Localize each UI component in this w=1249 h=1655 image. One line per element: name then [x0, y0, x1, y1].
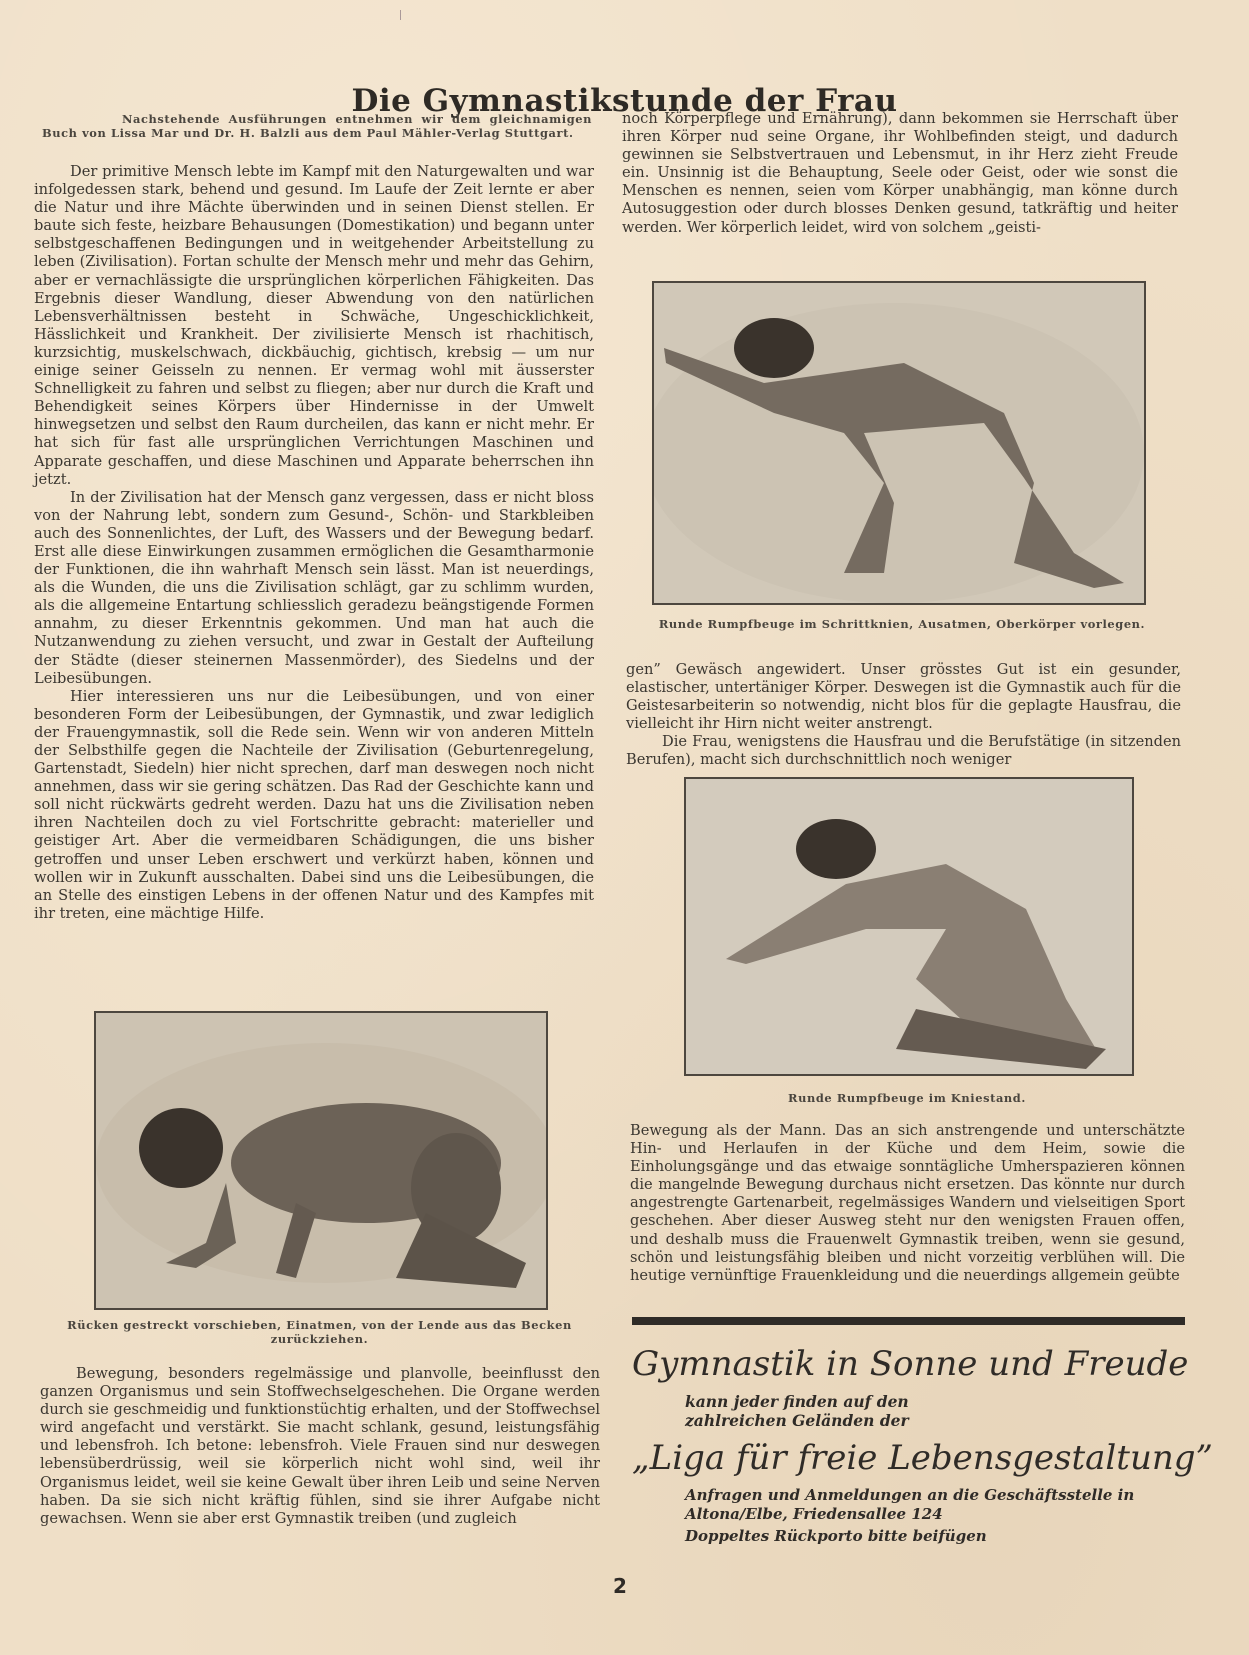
paragraph: gen” Gewäsch angewidert. Unser grösstes Gut ist ein gesunder, elastischer, untertäniger Körper. Deswegen ist die Gymnastik auch für die Geistesarbeiterin so notwendig, nicht blos für die geplagte Hausfrau, die vielleicht ihr Hirn nicht weiter anstrengt.: [626, 661, 1181, 733]
article-intro: Nachstehende Ausführungen entnehmen wir dem gleichnamigen Buch von Lissa Mar und Dr. H. Balzli aus dem Paul Mähler-Verlag Stuttgart.: [42, 112, 592, 141]
ad-note: Doppeltes Rückporto bitte beifügen: [685, 1527, 987, 1545]
paragraph: Hier interessieren uns nur die Leibesübungen, und von einer besonderen Form der Leibesübungen, der Gymnastik, und zwar lediglich der Frauengymnastik, soll die Rede sein. Wenn wir von anderen Mitteln der Selbsthilfe gegen die Nachteile der Zivilisation (Geburtenregelung, Gartenstadt, Siedeln) hier nicht sprechen, darf man deswegen noch nicht annehmen, dass wir sie gering schätzen. Das Rad der Geschichte kann und soll nicht rückwärts gedreht werden. Dazu hat uns die Zivilisation neben ihren Nachteilen doch zu viel Fortschritte gebracht: materieller und geistiger Art. Aber die vermeidbaren Schädigungen, die uns bisher getroffen und unser Leben erschwert und verkürzt haben, können und wollen wir in Zukunft ausschalten. Dabei sind uns die Leibesübungen, die an Stelle des einstigen Lebens in der offenen Natur und des Kampfes mit ihr treten, eine mächtige Hilfe.: [34, 687, 594, 922]
article-title: Die Gymnastikstunde der Frau: [351, 82, 898, 119]
photo-kneeling-round-bend: [684, 777, 1134, 1076]
photo-kneeling-back-stretch: [94, 1011, 548, 1310]
paragraph: Bewegung als der Mann. Das an sich anstrengende und unterschätzte Hin- und Herlaufen in der Küche und dem Heim, sowie die Einholungsgänge und das etwaige sonntägliche Umherspazieren können die mangelnde Bewegung durchaus nicht ersetzen. Das könnte nur durch angestrengte Gartenarbeit, regelmässiges Wandern und vielseitigen Sport geschehen. Aber dieser Ausweg steht nur den wenigsten Frauen offen, und deshalb muss die Frauenwelt Gymnastik treiben, wenn sie gesund, schön und leistungsfähig bleiben und nicht vorzeitig verblühen will. Die heutige vernünftige Frauenkleidung und die neuerdings allgemein geübte: [630, 1122, 1185, 1284]
photo-figure-illustration: [686, 779, 1132, 1074]
paragraph: In der Zivilisation hat der Mensch ganz vergessen, dass er nicht bloss von der Nahrung lebt, sondern zum Gesund-, Schön- und Starkbleiben auch des Sonnenlichtes, der Luft, des Wassers und der Bewegung bedarf. Erst alle diese Einwirkungen zusammen ermöglichen die Gesamtharmonie der Funktionen, die ihn wahrhaft Mensch sein lässt. Man ist neuerdings, als die Wunden, die uns die Zivilisation schlägt, gar zu schlimm wurden, als die allgemeine Entartung schliesslich geradezu beängstigende Formen annahm, zu dieser Erkenntnis gekommen. Und man hat auch die Nutzanwendung zu ziehen versucht, und zwar in Gestalt der Aufteilung der Städte (dieser steinernen Massenmörder), des Siedelns und der Leibesübungen.: [34, 488, 594, 687]
ad-organization: „Liga für freie Lebensgestaltung”: [632, 1438, 1213, 1478]
figure-caption: Runde Rumpfbeuge im Kniestand.: [788, 1091, 1026, 1105]
paragraph: Die Frau, wenigstens die Hausfrau und die Berufstätige (in sitzenden Berufen), macht sich durchschnittlich noch weniger: [626, 733, 1181, 769]
photo-figure-illustration: [654, 283, 1144, 603]
left-column-bottom: [40, 1365, 600, 1528]
right-column-top: [622, 110, 1178, 237]
paragraph: Bewegung, besonders regelmässige und planvolle, beeinflusst den ganzen Organismus und sein Stoffwechselgeschehen. Die Organe werden durch sie geschmeidig und funktionstüchtig erhalten, und der Stoffwechsel wird angefacht und verstärkt. Sie macht schlank, gesund, leistungsfähig und lebensfroh. Ich betone: lebensfroh. Viele Frauen sind nur deswegen lebensüberdrüssig, weil sie körperlich nicht wohl sind, weil ihr Organismus leidet, weil sie keine Gewalt über ihren Leib und seine Nerven haben. Da sie sich nicht kräftig fühlen, sind sie ihrer Aufgabe nicht gewachsen. Wenn sie aber erst Gymnastik treiben (und zugleich: [40, 1365, 600, 1527]
ad-address: [685, 1485, 1134, 1505]
left-column-top: [34, 163, 594, 923]
right-column-bottom: [630, 1122, 1185, 1285]
figure-caption: Runde Rumpfbeuge im Schrittknien, Ausatmen, Oberkörper vorlegen.: [658, 617, 1146, 631]
paragraph: Der primitive Mensch lebte im Kampf mit den Naturgewalten und war infolgedessen stark, behend und gesund. Im Laufe der Zeit lernte er aber die Natur und ihre Mächte überwinden und in seinen Dienst stellen. Er baute sich feste, heizbare Behausungen (Domestikation) und begann unter selbstgeschaffenen Bedingungen und in weitgehender Arbeitstellung zu leben (Zivilisation). Fortan schulte der Mensch mehr und mehr das Gehirn, aber er vernachlässigte die ursprünglichen körperlichen Fähigkeiten. Das Ergebnis dieser Wandlung, dieser Abwendung von den natürlichen Lebensverhältnissen besteht in Schwäche, Ungeschicklichkeit, Hässlichkeit und Krankheit. Der zivilisierte Mensch ist rhachitisch, kurzsichtig, muskelschwach, dickbäuchig, gichtisch, krebsig — um nur einige seiner Geisseln zu nennen. Er vermag wohl mit äusserster Schnelligkeit zu fahren und selbst zu fliegen; aber nur durch die Kraft und Behendigkeit seines Körpers über Hindernisse in der Umwelt hinwegsetzen und selbst den Raum durcheilen, das kann er nicht mehr. Er hat sich für fast alle ursprünglichen Verrichtungen Maschinen und Apparate geschaffen, und diese Maschinen und Apparate beherrschen ihn jetzt.: [34, 163, 594, 488]
advertisement-divider: [632, 1317, 1185, 1325]
photo-figure-illustration: [96, 1013, 546, 1308]
right-column-middle: [626, 661, 1181, 770]
ad-headline: Gymnastik in Sonne und Freude: [632, 1344, 1189, 1384]
figure-caption: Rücken gestreckt vorschieben, Einatmen, von der Lende aus das Becken zurückziehen.: [67, 1318, 572, 1346]
paragraph: noch Körperpflege und Ernährung), dann bekommen sie Herrschaft über ihren Körper nud seine Organe, ihr Wohlbefinden steigt, und dadurch gewinnen sie Selbstvertrauen und Lebensmut, in ihr Herz zieht Freude ein. Unsinnig ist die Behauptung, Seele oder Geist, oder wie sonst die Menschen es nennen, seien vom Körper unabhängig, man könne durch Autosuggestion oder durch blosses Denken gesund, tatkräftig und heiter werden. Wer körperlich leidet, wird von solchem „geisti-: [622, 110, 1178, 236]
ad-subline: kann jeder finden auf den zahlreichen Geländen der: [685, 1392, 909, 1430]
ad-address-line-2: Altona/Elbe, Friedensallee 124: [685, 1505, 943, 1523]
paper-speck: [400, 10, 401, 20]
photo-kneeling-lunge-bend: [652, 281, 1146, 605]
ad-address-line: Anfragen und Anmeldungen an die Geschäftsstelle in: [685, 1486, 1135, 1504]
page-number: 2: [613, 1574, 627, 1598]
